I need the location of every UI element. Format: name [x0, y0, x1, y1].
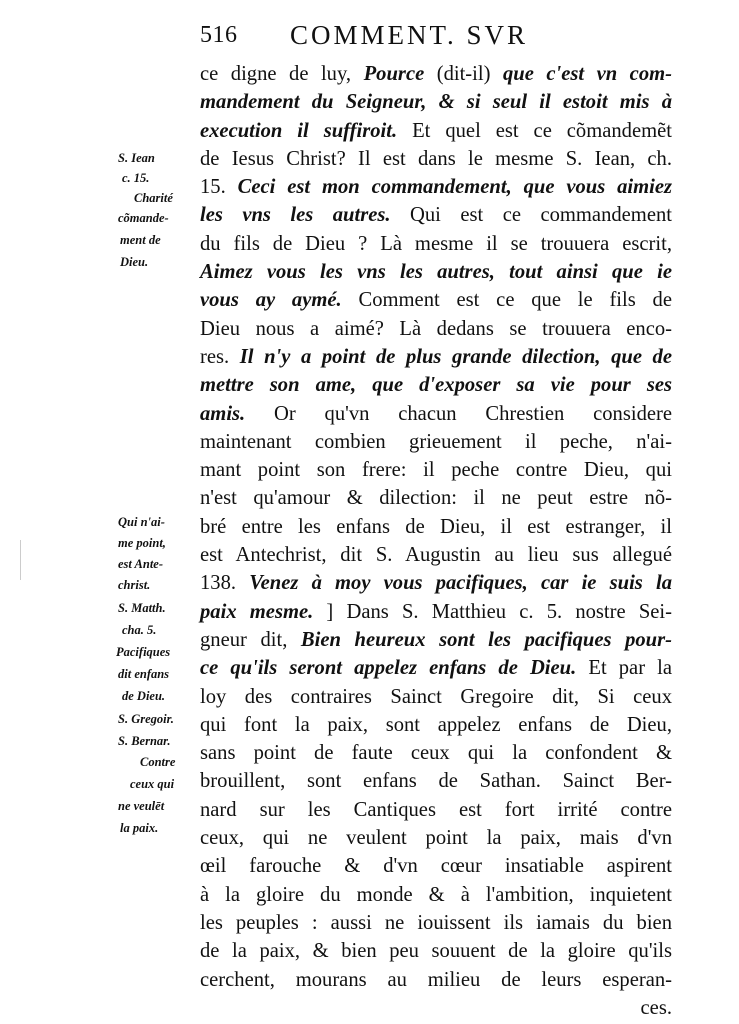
gutter-shadow	[20, 540, 21, 580]
text-line	[200, 117, 672, 145]
text-line	[200, 173, 672, 201]
roman-segment: cerchent, mourans au milieu de leurs esperan-	[200, 968, 672, 991]
italic-segment: ce qu'ils seront appelez enfans de Dieu.	[200, 657, 577, 680]
italic-segment: Ceci est mon commandement, que vous aimiez	[237, 176, 672, 199]
roman-segment: 15.	[200, 176, 238, 199]
roman-segment: Or qu'vn chacun Chrestien considere	[245, 402, 672, 425]
margin-note: me point,	[118, 536, 166, 550]
margin-note: ceux qui	[130, 777, 175, 791]
roman-segment: mant point son frere: il peche contre Dieu, qui	[200, 459, 672, 482]
margin-note: dit enfans	[118, 667, 170, 681]
text-line	[200, 881, 672, 909]
roman-segment: du fils de Dieu ? Là mesme il se trouuera escrit,	[200, 232, 672, 255]
running-head: COMMENT. SVR	[290, 20, 529, 50]
roman-segment: Qui est ce commandement	[390, 204, 672, 227]
italic-segment: paix mesme.	[200, 600, 314, 623]
italic-segment: Aimez vous les vns les autres, tout ainsi que ie	[200, 261, 672, 284]
roman-segment: ] Dans S. Matthieu c. 5. nostre Sei-	[313, 600, 672, 623]
italic-segment: Pource	[363, 63, 425, 85]
roman-segment: res.	[200, 345, 240, 368]
margin-note: S. Gregoir.	[118, 712, 174, 726]
text-line	[200, 598, 672, 626]
margin-note: S. Bernar.	[118, 734, 171, 748]
text-line	[200, 456, 672, 484]
text-line	[200, 343, 672, 371]
roman-segment: brouillent, sont enfans de Sathan. Sainct Ber-	[200, 770, 672, 793]
italic-segment: mandement du Seigneur, & si seul il estoit mis à	[200, 91, 672, 114]
margin-note: est Ante-	[118, 557, 164, 571]
roman-segment: sans point de faute ceux qui la confondent &	[200, 742, 672, 765]
margin-note: de Dieu.	[122, 689, 166, 703]
roman-segment: gneur dit,	[200, 628, 301, 651]
text-line	[200, 258, 672, 286]
margin-note: la paix.	[120, 821, 159, 835]
italic-segment: les vns les autres.	[200, 204, 391, 227]
text-line	[200, 400, 672, 428]
roman-segment: qui font la paix, sont appelez enfans de Dieu,	[200, 713, 672, 736]
text-line	[200, 767, 672, 795]
roman-segment: Dieu nous a aimé? Là dedans se trouuera enco-	[200, 317, 672, 340]
roman-segment: de Iesus Christ? Il est dans le mesme S. Iean, ch.	[200, 147, 672, 170]
text-line	[200, 315, 672, 343]
roman-segment: (dit-il)	[424, 63, 503, 85]
roman-segment: ceux, qui ne veulent point la paix, mais d'vn	[200, 827, 672, 850]
roman-segment: est Antechrist, dit S. Augustin au lieu sus allegué	[200, 544, 672, 567]
margin-note: cõmande-	[118, 211, 169, 225]
margin-note: Pacifiques	[116, 645, 171, 659]
text-line	[200, 569, 672, 597]
text-line	[200, 230, 672, 258]
text-line	[200, 654, 672, 682]
roman-segment: les peuples : aussi ne iouissent ils iamais du bien	[200, 911, 672, 934]
margin-note: christ.	[118, 578, 151, 592]
text-line	[200, 966, 672, 994]
text-line	[200, 60, 672, 88]
roman-segment: n'est qu'amour & dilection: il ne peut estre nõ-	[200, 487, 672, 510]
roman-segment: loy des contraires Sainct Gregoire dit, Si ceux	[200, 685, 672, 708]
roman-segment: Comment est ce que le fils de	[341, 289, 672, 312]
margin-note: Dieu.	[120, 255, 149, 269]
italic-segment: vous ay aymé.	[200, 289, 342, 312]
body-text	[200, 60, 672, 1022]
text-line	[200, 626, 672, 654]
roman-segment: œil farouche & d'vn cœur insatiable aspirent	[200, 855, 672, 878]
roman-segment: bré entre les enfans de Dieu, il est estranger, il	[200, 515, 672, 538]
margin-note: ne veulēt	[118, 799, 165, 813]
text-line	[200, 286, 672, 314]
text-line	[200, 824, 672, 852]
margin-note: Charité	[134, 191, 173, 205]
italic-segment: que c'est vn com-	[502, 63, 672, 85]
text-line	[200, 201, 672, 229]
italic-segment: amis.	[200, 402, 246, 425]
text-line	[200, 852, 672, 880]
roman-segment: nard sur les Cantiques est fort irrité contre	[200, 798, 672, 821]
page-number: 516	[200, 22, 238, 48]
text-line	[200, 428, 672, 456]
italic-segment: Il n'y a point de plus grande dilection, que de	[239, 345, 672, 368]
text-line	[200, 88, 672, 116]
roman-segment: maintenant combien grieuement il peche, n'ai-	[200, 430, 672, 453]
text-line	[200, 711, 672, 739]
italic-segment: execution il suffiroit.	[200, 119, 398, 142]
italic-segment: mettre son ame, que d'exposer sa vie pour ses	[200, 374, 672, 397]
roman-segment: Et par la	[576, 657, 673, 680]
roman-segment: de la paix, & bien peu souuent de la gloire qu'ils	[200, 940, 672, 963]
margin-note: S. Matth.	[118, 601, 166, 615]
roman-segment: à la gloire du monde & à l'ambition, inquietent	[200, 883, 672, 906]
text-line	[200, 909, 672, 937]
text-line	[200, 994, 672, 1022]
text-line	[200, 513, 672, 541]
margin-note: ment de	[120, 233, 161, 247]
margin-note: c. 15.	[122, 171, 150, 185]
margin-note: Contre	[140, 755, 176, 769]
text-line	[200, 683, 672, 711]
text-line	[200, 371, 672, 399]
text-line	[200, 796, 672, 824]
text-line	[200, 541, 672, 569]
roman-segment: ce digne de luy,	[200, 63, 364, 85]
margin-note: S. Iean	[118, 151, 155, 165]
italic-segment: Venez à moy vous pacifiques, car ie suis la	[249, 572, 672, 595]
text-line	[200, 145, 672, 173]
roman-segment: Et quel est ce cõmandemẽt	[397, 119, 672, 142]
margin-note: Qui n'ai-	[118, 515, 165, 529]
italic-segment: Bien heureux sont les pacifiques pour-	[300, 628, 672, 651]
text-line	[200, 739, 672, 767]
text-line	[200, 937, 672, 965]
margin-note: cha. 5.	[122, 623, 157, 637]
text-line	[200, 484, 672, 512]
roman-segment: 138.	[200, 572, 250, 595]
roman-segment: ces.	[640, 996, 672, 1019]
page-header	[200, 18, 670, 54]
